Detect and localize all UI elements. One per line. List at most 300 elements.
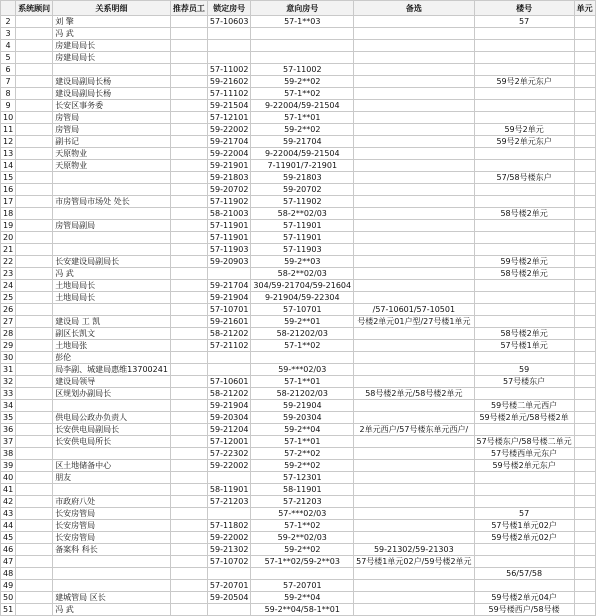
cell-alt[interactable] bbox=[354, 448, 474, 460]
cell-unit[interactable] bbox=[574, 184, 595, 196]
cell-bld[interactable]: 59号楼2单元 bbox=[474, 256, 574, 268]
cell-intent[interactable]: 59-21704 bbox=[251, 136, 354, 148]
cell-alt[interactable] bbox=[354, 40, 474, 52]
cell-bld[interactable] bbox=[474, 280, 574, 292]
row-number[interactable]: 21 bbox=[1, 244, 16, 256]
cell-emp[interactable] bbox=[170, 484, 207, 496]
cell-emp[interactable] bbox=[170, 424, 207, 436]
cell-intent[interactable]: 57-12301 bbox=[251, 472, 354, 484]
cell-intent[interactable]: 57-1**02 bbox=[251, 88, 354, 100]
cell-alt[interactable] bbox=[354, 364, 474, 376]
cell-rel[interactable] bbox=[53, 172, 171, 184]
cell-intent[interactable]: 59-2**04 bbox=[251, 424, 354, 436]
cell-unit[interactable] bbox=[574, 556, 595, 568]
cell-emp[interactable] bbox=[170, 496, 207, 508]
cell-lock[interactable]: 57-11802 bbox=[207, 520, 251, 532]
cell-emp[interactable] bbox=[170, 64, 207, 76]
cell-alt[interactable] bbox=[354, 208, 474, 220]
cell-lock[interactable]: 57-11102 bbox=[207, 88, 251, 100]
cell-intent[interactable]: 57-1**02 bbox=[251, 340, 354, 352]
cell-emp[interactable] bbox=[170, 592, 207, 604]
cell-lock[interactable]: 59-21601 bbox=[207, 316, 251, 328]
cell-unit[interactable] bbox=[574, 448, 595, 460]
cell-emp[interactable] bbox=[170, 580, 207, 592]
cell-col_b[interactable] bbox=[16, 436, 53, 448]
cell-intent[interactable]: 59-2**04/58-1**01 bbox=[251, 604, 354, 616]
cell-alt[interactable] bbox=[354, 472, 474, 484]
cell-alt[interactable] bbox=[354, 172, 474, 184]
cell-bld[interactable]: 57/58号楼东户 bbox=[474, 172, 574, 184]
cell-lock[interactable]: 59-21901 bbox=[207, 160, 251, 172]
cell-emp[interactable] bbox=[170, 88, 207, 100]
cell-emp[interactable] bbox=[170, 436, 207, 448]
cell-alt[interactable] bbox=[354, 76, 474, 88]
cell-rel[interactable]: 建设局副局长杨 bbox=[53, 76, 171, 88]
cell-emp[interactable] bbox=[170, 352, 207, 364]
cell-unit[interactable] bbox=[574, 340, 595, 352]
cell-emp[interactable] bbox=[170, 568, 207, 580]
cell-emp[interactable] bbox=[170, 520, 207, 532]
cell-lock[interactable] bbox=[207, 604, 251, 616]
row-number[interactable]: 40 bbox=[1, 472, 16, 484]
row-number[interactable]: 36 bbox=[1, 424, 16, 436]
cell-rel[interactable]: 长安供电局所长 bbox=[53, 436, 171, 448]
cell-rel[interactable]: 房建局局长 bbox=[53, 52, 171, 64]
cell-intent[interactable]: 57-1**01 bbox=[251, 436, 354, 448]
cell-unit[interactable] bbox=[574, 316, 595, 328]
cell-lock[interactable]: 59-21904 bbox=[207, 292, 251, 304]
cell-bld[interactable] bbox=[474, 544, 574, 556]
cell-emp[interactable] bbox=[170, 136, 207, 148]
cell-unit[interactable] bbox=[574, 304, 595, 316]
cell-bld[interactable] bbox=[474, 40, 574, 52]
cell-col_b[interactable] bbox=[16, 184, 53, 196]
cell-lock[interactable] bbox=[207, 40, 251, 52]
cell-col_b[interactable] bbox=[16, 280, 53, 292]
cell-bld[interactable]: 56/57/58 bbox=[474, 568, 574, 580]
cell-alt[interactable] bbox=[354, 244, 474, 256]
cell-unit[interactable] bbox=[574, 172, 595, 184]
row-number[interactable]: 48 bbox=[1, 568, 16, 580]
cell-alt[interactable] bbox=[354, 436, 474, 448]
cell-intent[interactable]: 58-21202/03 bbox=[251, 328, 354, 340]
cell-bld[interactable] bbox=[474, 64, 574, 76]
cell-intent[interactable]: 57-1**02/59-2**03 bbox=[251, 556, 354, 568]
cell-col_b[interactable] bbox=[16, 88, 53, 100]
cell-intent[interactable]: 57-1**01 bbox=[251, 112, 354, 124]
cell-unit[interactable] bbox=[574, 28, 595, 40]
cell-bld[interactable]: 59号楼2单元04户 bbox=[474, 592, 574, 604]
cell-rel[interactable]: 建城管局 区长 bbox=[53, 592, 171, 604]
cell-intent[interactable]: 9-22004/59-21504 bbox=[251, 100, 354, 112]
cell-lock[interactable] bbox=[207, 472, 251, 484]
cell-intent[interactable]: 59-20702 bbox=[251, 184, 354, 196]
cell-unit[interactable] bbox=[574, 400, 595, 412]
cell-intent[interactable]: 59-2**02/03 bbox=[251, 532, 354, 544]
cell-lock[interactable]: 58-21003 bbox=[207, 208, 251, 220]
cell-rel[interactable]: 房建局局长 bbox=[53, 40, 171, 52]
cell-col_b[interactable] bbox=[16, 16, 53, 28]
cell-emp[interactable] bbox=[170, 232, 207, 244]
row-number[interactable]: 35 bbox=[1, 412, 16, 424]
cell-intent[interactable] bbox=[251, 52, 354, 64]
cell-rel[interactable] bbox=[53, 232, 171, 244]
cell-rel[interactable] bbox=[53, 400, 171, 412]
cell-emp[interactable] bbox=[170, 268, 207, 280]
cell-lock[interactable] bbox=[207, 568, 251, 580]
cell-emp[interactable] bbox=[170, 172, 207, 184]
cell-col_b[interactable] bbox=[16, 532, 53, 544]
cell-emp[interactable] bbox=[170, 340, 207, 352]
cell-alt[interactable]: 57号楼1单元02户/59号楼2单元 bbox=[354, 556, 474, 568]
cell-col_b[interactable] bbox=[16, 40, 53, 52]
cell-col_b[interactable] bbox=[16, 292, 53, 304]
cell-intent[interactable]: 57-1**02 bbox=[251, 520, 354, 532]
cell-col_b[interactable] bbox=[16, 328, 53, 340]
cell-intent[interactable]: 59-20304 bbox=[251, 412, 354, 424]
cell-lock[interactable] bbox=[207, 268, 251, 280]
cell-unit[interactable] bbox=[574, 124, 595, 136]
cell-intent[interactable]: 57-11901 bbox=[251, 220, 354, 232]
cell-emp[interactable] bbox=[170, 364, 207, 376]
row-number[interactable]: 18 bbox=[1, 208, 16, 220]
cell-intent[interactable]: 58-2**02/03 bbox=[251, 268, 354, 280]
cell-bld[interactable]: 57号楼西单元东户 bbox=[474, 448, 574, 460]
cell-rel[interactable]: 市政府八处 bbox=[53, 496, 171, 508]
cell-col_b[interactable] bbox=[16, 496, 53, 508]
cell-unit[interactable] bbox=[574, 352, 595, 364]
cell-bld[interactable]: 57 bbox=[474, 16, 574, 28]
cell-bld[interactable]: 59号2单元 bbox=[474, 124, 574, 136]
cell-unit[interactable] bbox=[574, 52, 595, 64]
cell-col_b[interactable] bbox=[16, 340, 53, 352]
cell-rel[interactable]: 冯 武 bbox=[53, 268, 171, 280]
cell-unit[interactable] bbox=[574, 508, 595, 520]
cell-lock[interactable]: 59-22002 bbox=[207, 532, 251, 544]
cell-bld[interactable] bbox=[474, 352, 574, 364]
cell-col_b[interactable] bbox=[16, 124, 53, 136]
cell-rel[interactable] bbox=[53, 304, 171, 316]
cell-alt[interactable] bbox=[354, 340, 474, 352]
cell-emp[interactable] bbox=[170, 556, 207, 568]
cell-col_b[interactable] bbox=[16, 352, 53, 364]
cell-bld[interactable]: 58号楼2单元 bbox=[474, 268, 574, 280]
cell-bld[interactable] bbox=[474, 304, 574, 316]
row-number[interactable]: 50 bbox=[1, 592, 16, 604]
cell-bld[interactable]: 58号楼2单元 bbox=[474, 208, 574, 220]
cell-col_b[interactable] bbox=[16, 256, 53, 268]
cell-lock[interactable]: 57-12101 bbox=[207, 112, 251, 124]
cell-alt[interactable]: 2单元西户/57号楼东单元西户/ bbox=[354, 424, 474, 436]
cell-alt[interactable] bbox=[354, 124, 474, 136]
cell-bld[interactable]: 59 bbox=[474, 364, 574, 376]
cell-bld[interactable]: 58号楼2单元 bbox=[474, 328, 574, 340]
cell-lock[interactable] bbox=[207, 352, 251, 364]
cell-col_b[interactable] bbox=[16, 604, 53, 616]
cell-bld[interactable]: 59号楼西户/58号楼 bbox=[474, 604, 574, 616]
cell-rel[interactable]: 建设局副局长杨 bbox=[53, 88, 171, 100]
column-header[interactable]: 楼号 bbox=[474, 1, 574, 16]
cell-rel[interactable]: 天原物业 bbox=[53, 148, 171, 160]
cell-alt[interactable]: 58号楼2单元/58号楼2单元 bbox=[354, 388, 474, 400]
cell-intent[interactable] bbox=[251, 40, 354, 52]
cell-alt[interactable] bbox=[354, 280, 474, 292]
cell-unit[interactable] bbox=[574, 40, 595, 52]
cell-bld[interactable] bbox=[474, 232, 574, 244]
cell-lock[interactable]: 59-20504 bbox=[207, 592, 251, 604]
row-number[interactable]: 12 bbox=[1, 136, 16, 148]
row-number[interactable]: 13 bbox=[1, 148, 16, 160]
cell-alt[interactable] bbox=[354, 412, 474, 424]
cell-intent[interactable]: 57-1**03 bbox=[251, 16, 354, 28]
row-number[interactable]: 20 bbox=[1, 232, 16, 244]
cell-alt[interactable] bbox=[354, 400, 474, 412]
cell-lock[interactable] bbox=[207, 28, 251, 40]
cell-col_b[interactable] bbox=[16, 28, 53, 40]
cell-alt[interactable]: /57-10601/57-10501 bbox=[354, 304, 474, 316]
cell-lock[interactable]: 57-11002 bbox=[207, 64, 251, 76]
cell-alt[interactable] bbox=[354, 232, 474, 244]
cell-lock[interactable]: 57-11901 bbox=[207, 220, 251, 232]
cell-emp[interactable] bbox=[170, 412, 207, 424]
row-number[interactable]: 49 bbox=[1, 580, 16, 592]
row-number[interactable]: 14 bbox=[1, 160, 16, 172]
cell-intent[interactable]: 59-2**02 bbox=[251, 460, 354, 472]
row-number[interactable]: 29 bbox=[1, 340, 16, 352]
cell-unit[interactable] bbox=[574, 388, 595, 400]
cell-unit[interactable] bbox=[574, 232, 595, 244]
cell-unit[interactable] bbox=[574, 484, 595, 496]
cell-alt[interactable] bbox=[354, 604, 474, 616]
cell-col_b[interactable] bbox=[16, 484, 53, 496]
cell-lock[interactable]: 57-21102 bbox=[207, 340, 251, 352]
cell-intent[interactable]: 59-2**02 bbox=[251, 124, 354, 136]
cell-bld[interactable] bbox=[474, 580, 574, 592]
cell-rel[interactable] bbox=[53, 580, 171, 592]
cell-lock[interactable]: 57-11901 bbox=[207, 232, 251, 244]
cell-lock[interactable]: 57-11902 bbox=[207, 196, 251, 208]
cell-rel[interactable]: 土地局局长 bbox=[53, 292, 171, 304]
cell-lock[interactable]: 57-10702 bbox=[207, 556, 251, 568]
cell-unit[interactable] bbox=[574, 244, 595, 256]
cell-alt[interactable] bbox=[354, 220, 474, 232]
cell-unit[interactable] bbox=[574, 88, 595, 100]
cell-lock[interactable]: 58-21202 bbox=[207, 388, 251, 400]
cell-unit[interactable] bbox=[574, 364, 595, 376]
cell-intent[interactable]: 57-11903 bbox=[251, 244, 354, 256]
row-number[interactable]: 10 bbox=[1, 112, 16, 124]
cell-rel[interactable]: 长安房管局 bbox=[53, 532, 171, 544]
cell-col_b[interactable] bbox=[16, 580, 53, 592]
cell-alt[interactable] bbox=[354, 112, 474, 124]
cell-emp[interactable] bbox=[170, 532, 207, 544]
row-number[interactable]: 3 bbox=[1, 28, 16, 40]
cell-intent[interactable]: 57-***02/03 bbox=[251, 508, 354, 520]
cell-rel[interactable]: 局李副、城建局惠维13700241 bbox=[53, 364, 171, 376]
cell-col_b[interactable] bbox=[16, 364, 53, 376]
cell-lock[interactable] bbox=[207, 364, 251, 376]
cell-bld[interactable] bbox=[474, 88, 574, 100]
cell-emp[interactable] bbox=[170, 100, 207, 112]
cell-rel[interactable] bbox=[53, 484, 171, 496]
cell-unit[interactable] bbox=[574, 592, 595, 604]
column-header[interactable]: 备选 bbox=[354, 1, 474, 16]
cell-rel[interactable]: 副区长凯文 bbox=[53, 328, 171, 340]
cell-unit[interactable] bbox=[574, 328, 595, 340]
cell-alt[interactable] bbox=[354, 292, 474, 304]
cell-lock[interactable]: 59-20903 bbox=[207, 256, 251, 268]
cell-rel[interactable]: 长安建设局副局长 bbox=[53, 256, 171, 268]
cell-col_b[interactable] bbox=[16, 424, 53, 436]
cell-intent[interactable]: 59-2**03 bbox=[251, 256, 354, 268]
cell-rel[interactable] bbox=[53, 568, 171, 580]
cell-rel[interactable]: 房管局 bbox=[53, 112, 171, 124]
cell-emp[interactable] bbox=[170, 148, 207, 160]
cell-bld[interactable] bbox=[474, 100, 574, 112]
cell-lock[interactable]: 59-21302 bbox=[207, 544, 251, 556]
cell-rel[interactable]: 房管局 bbox=[53, 124, 171, 136]
cell-alt[interactable] bbox=[354, 196, 474, 208]
cell-col_b[interactable] bbox=[16, 148, 53, 160]
cell-unit[interactable] bbox=[574, 292, 595, 304]
column-header[interactable]: 关系明细 bbox=[53, 1, 171, 16]
cell-alt[interactable] bbox=[354, 328, 474, 340]
cell-intent[interactable]: 58-21202/03 bbox=[251, 388, 354, 400]
row-number[interactable]: 26 bbox=[1, 304, 16, 316]
cell-bld[interactable]: 59号楼2单元02户 bbox=[474, 532, 574, 544]
cell-col_b[interactable] bbox=[16, 592, 53, 604]
cell-alt[interactable] bbox=[354, 52, 474, 64]
cell-lock[interactable]: 59-20304 bbox=[207, 412, 251, 424]
cell-intent[interactable]: 57-20701 bbox=[251, 580, 354, 592]
cell-unit[interactable] bbox=[574, 196, 595, 208]
cell-emp[interactable] bbox=[170, 256, 207, 268]
cell-lock[interactable]: 58-21202 bbox=[207, 328, 251, 340]
cell-emp[interactable] bbox=[170, 220, 207, 232]
cell-lock[interactable]: 59-21602 bbox=[207, 76, 251, 88]
row-number[interactable]: 37 bbox=[1, 436, 16, 448]
cell-intent[interactable]: 9-21904/59-22304 bbox=[251, 292, 354, 304]
cell-rel[interactable] bbox=[53, 64, 171, 76]
cell-rel[interactable]: 冯 武 bbox=[53, 28, 171, 40]
cell-bld[interactable] bbox=[474, 316, 574, 328]
cell-intent[interactable]: 57-11902 bbox=[251, 196, 354, 208]
cell-col_b[interactable] bbox=[16, 376, 53, 388]
row-number[interactable]: 24 bbox=[1, 280, 16, 292]
cell-bld[interactable]: 59号楼2单元/58号楼2单 bbox=[474, 412, 574, 424]
row-number[interactable]: 16 bbox=[1, 184, 16, 196]
cell-alt[interactable]: 59-21302/59-21303 bbox=[354, 544, 474, 556]
cell-lock[interactable]: 59-21204 bbox=[207, 424, 251, 436]
row-number[interactable]: 19 bbox=[1, 220, 16, 232]
cell-lock[interactable]: 59-21704 bbox=[207, 136, 251, 148]
cell-bld[interactable] bbox=[474, 184, 574, 196]
cell-lock[interactable]: 59-20702 bbox=[207, 184, 251, 196]
cell-emp[interactable] bbox=[170, 316, 207, 328]
cell-rel[interactable]: 副书记 bbox=[53, 136, 171, 148]
row-number[interactable]: 22 bbox=[1, 256, 16, 268]
row-number[interactable]: 30 bbox=[1, 352, 16, 364]
cell-col_b[interactable] bbox=[16, 400, 53, 412]
cell-col_b[interactable] bbox=[16, 112, 53, 124]
cell-emp[interactable] bbox=[170, 304, 207, 316]
cell-intent[interactable]: 57-2**02 bbox=[251, 448, 354, 460]
cell-col_b[interactable] bbox=[16, 52, 53, 64]
cell-intent[interactable]: 58-2**02/03 bbox=[251, 208, 354, 220]
cell-intent[interactable]: 59-***02/03 bbox=[251, 364, 354, 376]
cell-col_b[interactable] bbox=[16, 64, 53, 76]
row-number[interactable]: 25 bbox=[1, 292, 16, 304]
cell-bld[interactable] bbox=[474, 484, 574, 496]
cell-alt[interactable] bbox=[354, 28, 474, 40]
cell-col_b[interactable] bbox=[16, 472, 53, 484]
row-number[interactable]: 9 bbox=[1, 100, 16, 112]
row-number[interactable]: 5 bbox=[1, 52, 16, 64]
cell-bld[interactable] bbox=[474, 424, 574, 436]
cell-intent[interactable]: 57-11002 bbox=[251, 64, 354, 76]
cell-alt[interactable] bbox=[354, 592, 474, 604]
cell-rel[interactable] bbox=[53, 208, 171, 220]
cell-intent[interactable]: 59-21803 bbox=[251, 172, 354, 184]
cell-unit[interactable] bbox=[574, 532, 595, 544]
cell-alt[interactable] bbox=[354, 16, 474, 28]
cell-bld[interactable]: 59号2单元东户 bbox=[474, 76, 574, 88]
cell-alt[interactable] bbox=[354, 520, 474, 532]
row-number[interactable]: 38 bbox=[1, 448, 16, 460]
cell-rel[interactable]: 区规划办副局长 bbox=[53, 388, 171, 400]
cell-lock[interactable]: 57-21203 bbox=[207, 496, 251, 508]
cell-emp[interactable] bbox=[170, 280, 207, 292]
cell-lock[interactable] bbox=[207, 52, 251, 64]
cell-unit[interactable] bbox=[574, 112, 595, 124]
row-number[interactable]: 41 bbox=[1, 484, 16, 496]
cell-alt[interactable] bbox=[354, 88, 474, 100]
cell-rel[interactable] bbox=[53, 184, 171, 196]
row-number[interactable]: 6 bbox=[1, 64, 16, 76]
cell-intent[interactable]: 59-21904 bbox=[251, 400, 354, 412]
cell-unit[interactable] bbox=[574, 208, 595, 220]
cell-emp[interactable] bbox=[170, 184, 207, 196]
cell-bld[interactable]: 57号楼东户/58号楼二单元 bbox=[474, 436, 574, 448]
cell-rel[interactable]: 长安房管局 bbox=[53, 520, 171, 532]
cell-col_b[interactable] bbox=[16, 232, 53, 244]
cell-rel[interactable]: 房管局副局 bbox=[53, 220, 171, 232]
cell-alt[interactable] bbox=[354, 268, 474, 280]
cell-col_b[interactable] bbox=[16, 100, 53, 112]
cell-unit[interactable] bbox=[574, 64, 595, 76]
cell-alt[interactable] bbox=[354, 496, 474, 508]
row-number[interactable]: 4 bbox=[1, 40, 16, 52]
cell-bld[interactable] bbox=[474, 160, 574, 172]
cell-col_b[interactable] bbox=[16, 412, 53, 424]
column-header[interactable] bbox=[1, 1, 16, 16]
cell-rel[interactable]: 长安供电局副局长 bbox=[53, 424, 171, 436]
cell-emp[interactable] bbox=[170, 244, 207, 256]
cell-unit[interactable] bbox=[574, 100, 595, 112]
cell-rel[interactable]: 区土地储备中心 bbox=[53, 460, 171, 472]
cell-col_b[interactable] bbox=[16, 508, 53, 520]
cell-unit[interactable] bbox=[574, 424, 595, 436]
cell-alt[interactable] bbox=[354, 184, 474, 196]
cell-bld[interactable] bbox=[474, 496, 574, 508]
cell-rel[interactable]: 长安区事务委 bbox=[53, 100, 171, 112]
cell-alt[interactable] bbox=[354, 460, 474, 472]
cell-unit[interactable] bbox=[574, 520, 595, 532]
cell-unit[interactable] bbox=[574, 148, 595, 160]
cell-alt[interactable] bbox=[354, 532, 474, 544]
cell-bld[interactable]: 59号2单元东户 bbox=[474, 136, 574, 148]
cell-col_b[interactable] bbox=[16, 316, 53, 328]
